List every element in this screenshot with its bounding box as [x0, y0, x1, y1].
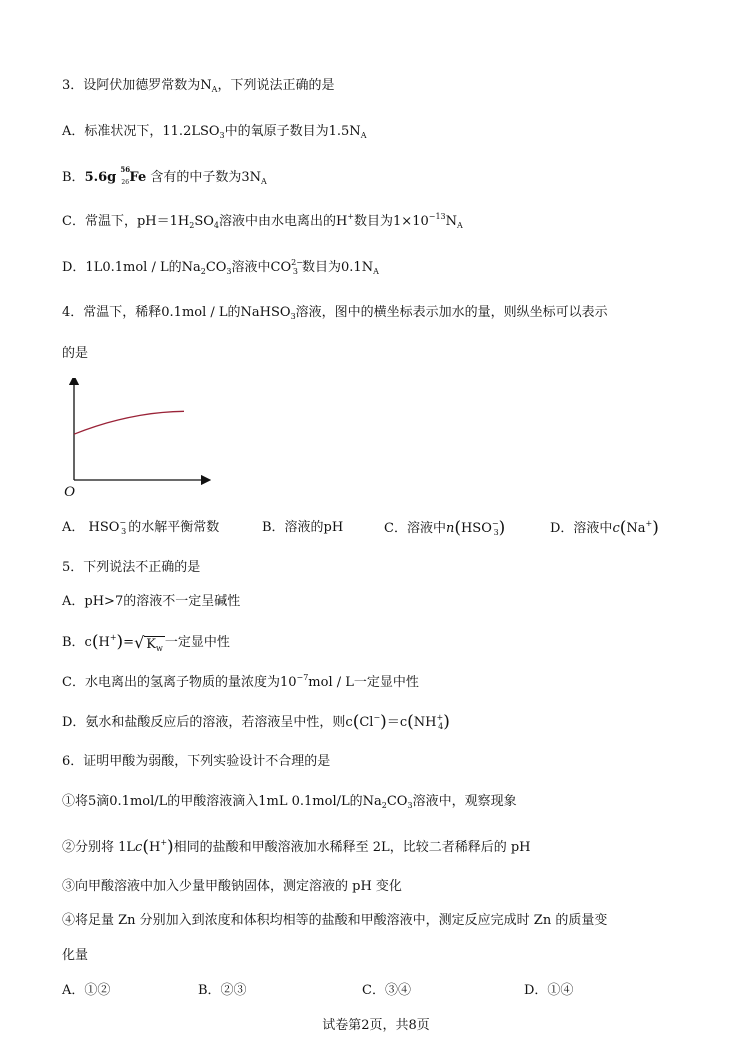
q4-stem-line1: 4．常温下，稀释0.1mol / L的NaHSO$_3$溶液，图中的横坐标表示加水的量，则纵坐标可以表示 [62, 305, 608, 321]
page-footer: 试卷第2页，共8页 [322, 1018, 430, 1033]
q6-item-4-line2: 化量 [62, 948, 89, 963]
q6-item-3: ③向甲酸溶液中加入少量甲酸钠固体，测定溶液的 pH 变化 [62, 879, 402, 894]
q5-option-b: B．c(H+)=√ $K_w$ 一定显中性 [62, 632, 230, 653]
graph-curve [74, 411, 184, 434]
q5-stem: 5．下列说法不正确的是 [62, 560, 201, 575]
q3-option-c: C．常温下，$pH=1H_2SO_4$溶液中由水电离出的H+数目为$1\times 10^{-13}N_A$ [62, 212, 463, 230]
q6-item-4-line1: ④将足量 Zn 分别加入到浓度和体积均相等的盐酸和甲酸溶液中，测定反应完成时 Zn 的质量变 [62, 913, 608, 928]
q6-item-1: ①将5滴0.1mol/L的甲酸溶液滴入1mL 0.1mol/L的$Na_2CO_3$溶液中，观察现象 [62, 794, 517, 810]
q6-option-a: A．①② [62, 983, 111, 998]
q6-stem: 6．证明甲酸为弱酸，下列实验设计不合理的是 [62, 754, 331, 769]
q6-option-b: B．②③ [198, 983, 247, 998]
q3-stem: 3．设阿伏加德罗常数为$N_A$，下列说法正确的是 [62, 78, 335, 94]
q3-option-b: B．5.6g 56 26 Fe 含有的中子数为$3N_A$ [62, 165, 267, 186]
q5-option-a: A．pH>7的溶液不一定呈碱性 [62, 594, 241, 609]
square-root: √ $K_w$ [134, 633, 163, 653]
q4-graph [62, 378, 212, 500]
q6-item-2: ②分别将 1Lc(H+)相同的盐酸和甲酸溶液加水稀释至 2L，比较二者稀释后的 pH [62, 837, 531, 857]
q4-option-a: A． $HSO^-_3$ 的水解平衡常数 [62, 518, 220, 536]
q4-option-c: C．溶液中$n(HSO^-_3)$ [384, 518, 506, 538]
origin-label: O [64, 484, 75, 500]
q6-option-d: D．①④ [524, 983, 574, 998]
q3-option-a: A．标准状况下，$11.2LSO_3$中的氧原子数目为$1.5N_A$ [62, 124, 367, 140]
q6-option-c: C．③④ [362, 983, 411, 998]
q4-graph-svg [62, 378, 212, 500]
q5-option-c: C．水电离出的氢离子物质的量浓度为$10^{-7}mol$ / L一定显中性 [62, 673, 419, 690]
q3-option-d: D．1L0.1mol / L的$Na_2CO_3$溶液中$CO^{2-}_3$ 数目为$0.1N_A$ [62, 258, 379, 276]
q4-option-d: D．溶液中c(Na+) [550, 518, 659, 538]
q4-option-b: B．溶液的pH [262, 520, 344, 535]
q4-stem-line2: 的是 [62, 346, 89, 361]
q5-option-d: D．氨水和盐酸反应后的溶液，若溶液呈中性，则$c(Cl^-)=c(NH^+_4)$ [62, 712, 450, 732]
nuclide-notation: 56 26 [120, 165, 131, 186]
